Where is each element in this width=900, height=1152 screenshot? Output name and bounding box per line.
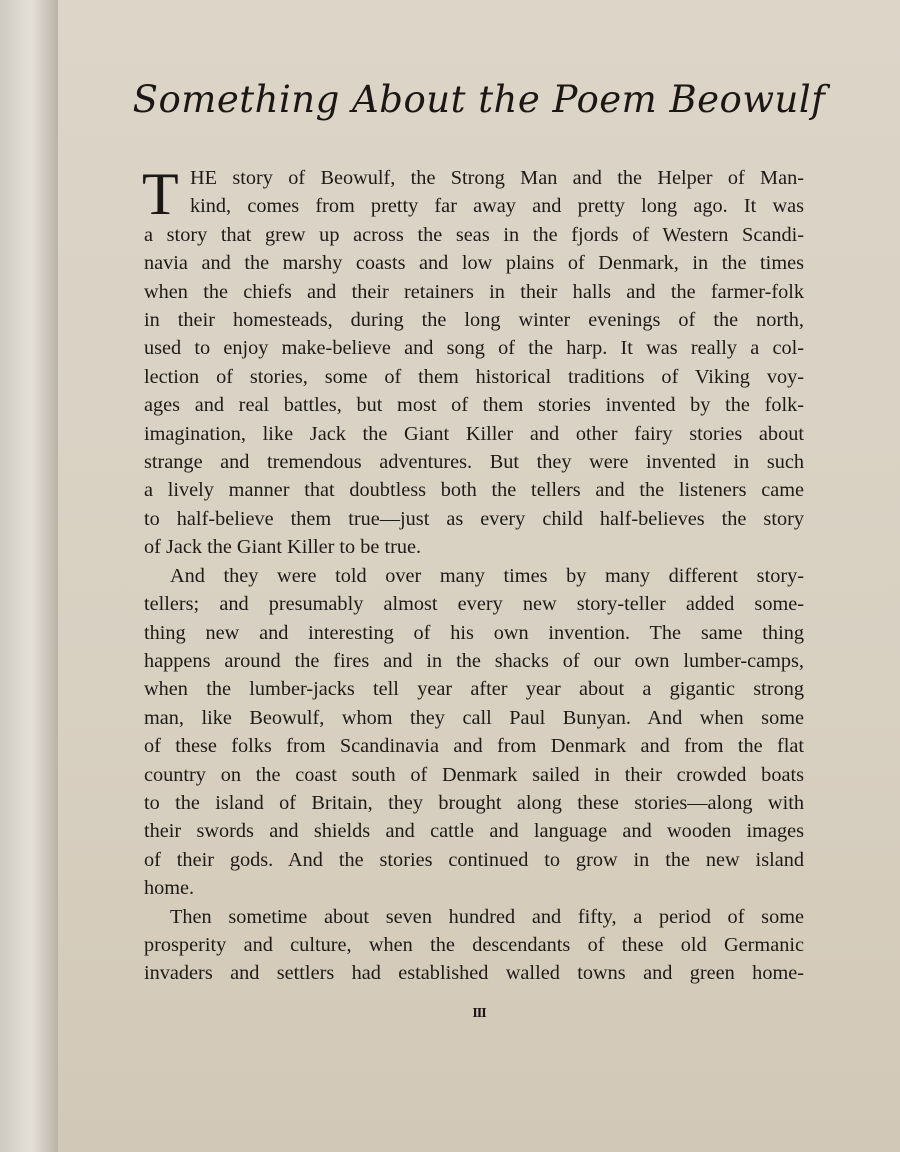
text-line: happens around the fires and in the shacks of our own lumber-camps, <box>144 649 804 672</box>
body-text <box>142 161 804 988</box>
text-line: country on the coast south of Denmark sailed in their crowded boats <box>144 763 804 786</box>
text-line: And they were told over many times by many different story- <box>170 564 804 587</box>
text-line: to half-believe them true—just as every child half-believes the story <box>144 507 804 530</box>
text-line: ages and real battles, but most of them stories invented by the folk- <box>144 394 804 417</box>
text-line: a story that grew up across the seas in the fjords of Western Scandi- <box>144 223 804 246</box>
text-line: prosperity and culture, when the descendants of these old Germanic <box>144 933 804 956</box>
book-page <box>58 0 900 1152</box>
text-line: a lively manner that doubtless both the tellers and the listeners came <box>144 479 804 502</box>
text-line: of Jack the Giant Killer to be true. <box>144 536 422 559</box>
text-line: imagination, like Jack the Giant Killer and other fairy stories about <box>144 422 804 445</box>
text-line: invaders and settlers had established walled towns and green home- <box>144 962 804 985</box>
text-line: strange and tremendous adventures. But they were invented in such <box>144 451 804 474</box>
text-line: of these folks from Scandinavia and from Denmark and from the flat <box>144 735 804 758</box>
text-line: their swords and shields and cattle and language and wooden images <box>144 820 804 843</box>
drop-cap: T <box>142 161 179 227</box>
text-line: navia and the marshy coasts and low plains of Denmark, in the times <box>144 252 804 275</box>
page-title: Something About the Poem Beowulf <box>132 78 826 121</box>
text-line: thing new and interesting of his own invention. The same thing <box>144 621 804 644</box>
text-line: of their gods. And the stories continued to grow in the new island <box>144 848 804 871</box>
text-line: in their homesteads, during the long winter evenings of the north, <box>144 309 804 332</box>
text-line: tellers; and presumably almost every new story-teller added some- <box>144 593 804 616</box>
page-number: III <box>472 1006 486 1021</box>
text-line: HE story of Beowulf, the Strong Man and the Helper of Man- <box>190 167 804 189</box>
text-line: used to enjoy make-believe and song of the harp. It was really a col- <box>144 337 804 360</box>
text-line: when the chiefs and their retainers in their halls and the farmer-folk <box>144 280 804 303</box>
text-line: kind, comes from pretty far away and pretty long ago. It was <box>190 195 804 218</box>
facing-page-edge <box>0 0 58 1152</box>
text-line: Then sometime about seven hundred and fifty, a period of some <box>170 905 804 928</box>
text-line: to the island of Britain, they brought along these stories—along with <box>144 791 804 814</box>
text-line: when the lumber-jacks tell year after year about a gigantic strong <box>144 678 804 701</box>
text-line: man, like Beowulf, whom they call Paul Bunyan. And when some <box>144 706 804 729</box>
text-line: home. <box>144 877 195 900</box>
text-line: lection of stories, some of them historical traditions of Viking voy- <box>144 365 804 388</box>
